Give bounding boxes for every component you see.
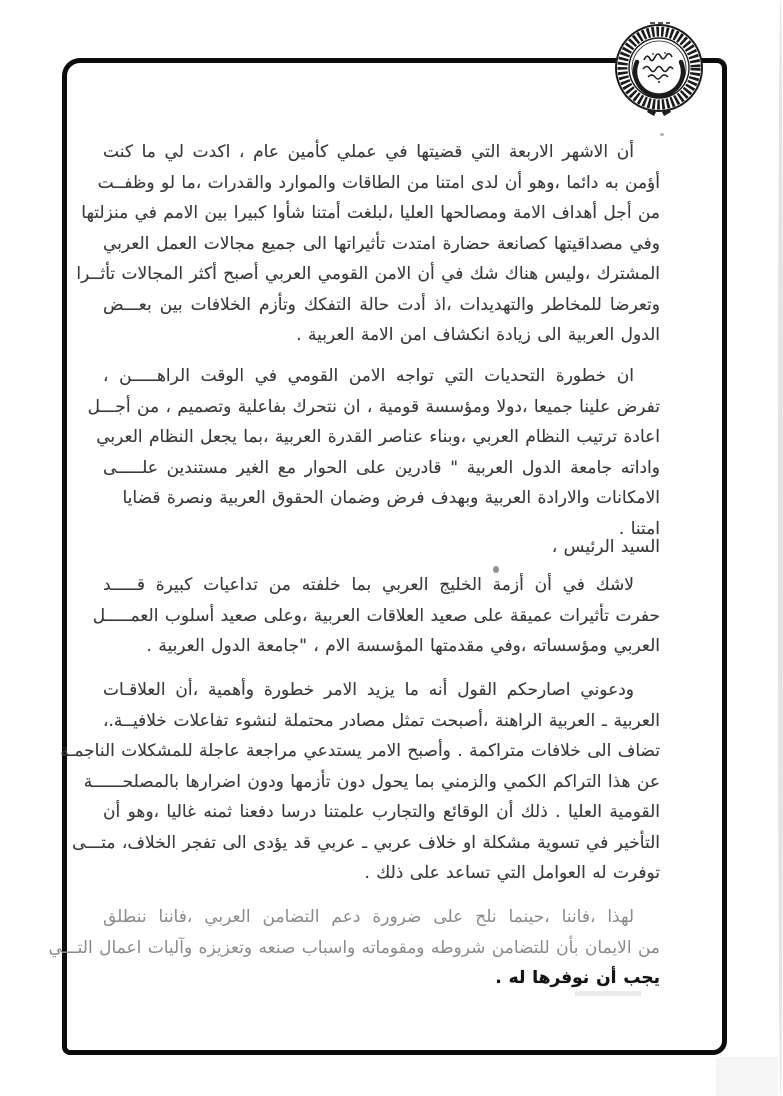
text-line: عن هذا التراكم الكمي والزمني بما يحول دون تأزمها ودون اضرارها بالمصلحــــــة <box>83 771 660 792</box>
paragraph <box>60 675 660 889</box>
text-line: أؤمن به دائما ،وهو أن لدى امتنا من الطاقات والموارد والقدرات ،ما لو وظفــت <box>97 172 660 193</box>
text-line: توفرت له العوامل التي تساعد على ذلك . <box>364 863 660 883</box>
text-line: وتعرضا للمخاطر والتهديدات ،اذ أدت حالة التفكك وتأزم الخلافات بين بعـــض <box>103 294 660 315</box>
scan-right-edge <box>778 0 783 1096</box>
text-line: الامكانات والارادة العربية وبهدف فرض وضمان الحقوق العربية ونصرة قضايا امتنا . <box>122 488 660 539</box>
paragraph <box>76 137 660 351</box>
text-line: العربية ـ العربية الراهنة ،أصبحت تمثل مصادر محتملة لنشوء تفاعلات خلافيــة.، <box>103 710 660 731</box>
text-line: المشترك ،وليس هناك شك في أن الامن القومي العربي أصبح أكثر المجالات تأثــرا <box>76 264 660 284</box>
text-line: العربي ومؤسساته ،وفي مقدمتها المؤسسة الام ، "جامعة الدول العربية . <box>146 636 660 656</box>
document-text <box>48 0 660 1096</box>
text-line: ودعوني اصارحكم القول أنه ما يزيد الامر خطورة وأهمية ،أن العلاقـات <box>103 680 634 700</box>
text-line: يجب أن نوفرها له . <box>495 968 660 988</box>
paragraph <box>92 570 660 662</box>
text-line: ان خطورة التحديات التي تواجه الامن القومي في الوقت الراهـــــن ، <box>103 366 634 386</box>
paragraph <box>87 361 660 539</box>
text-line: الدول العربية الى زيادة انكشاف امن الامة العربية . <box>296 325 660 345</box>
text-line: اعادة ترتيب النظام العربي ،وبناء عناصر القدرة العربية ،بما يجعل النظام العربي <box>96 427 660 447</box>
text-line: وفي مصداقيتها كصانعة حضارة امتدت تأثيراتها الى جميع مجالات العمل العربي <box>103 233 660 254</box>
text-line: القومية العليا . ذلك أن الوقائع والتجارب علمتنا درسا دفعنا ثمنه غاليا ،وهو أن <box>103 802 660 822</box>
text-line: تفرض علينا جميعا ،دولا ومؤسسة قومية ، ان نتحرك بفاعلية وتصميم ، من أجـــل <box>87 396 660 417</box>
text-line: التأخير في تسوية مشكلة او خلاف عربي ـ عربي قد يؤدى الى تفجر الخلاف، متـــى <box>72 832 660 853</box>
text-line: من الايمان بأن للتضامن شروطه ومقوماته واسباب صنعه وتعزيزه وآليات اعمال التـــي <box>48 937 660 958</box>
arab-league-emblem-icon <box>613 20 705 116</box>
text-line: لاشك في أن أزمة الخليج العربي بما خلفته من تداعيات كبيرة قـــــد <box>103 575 634 595</box>
text-line: السيد الرئيس ، <box>551 537 660 557</box>
text-line: لهذا ،فاننا ،حينما نلح على ضرورة دعم التضامن العربي ،فاننا ننطلق <box>103 907 634 927</box>
scan-bottom-right-shade <box>716 1057 778 1096</box>
salutation-line <box>103 532 660 563</box>
text-line: حفرت تأثيرات عميقة على صعيد العلاقات العربية ،وعلى صعيد أسلوب العمـــــل <box>92 605 660 626</box>
text-line: تضاف الى خلافات متراكمة . وأصبح الامر يستدعي مراجعة عاجلة للمشكلات الناجمـة <box>60 741 660 761</box>
text-line: أن الاشهر الاربعة التي قضيتها في عملي كأمين عام ، اكدت لي ما كنت <box>103 142 634 162</box>
text-line: واداته جامعة الدول العربية " قادرين على الحوار مع الغير مستندين علـــــى <box>103 457 660 478</box>
text-line: من أجل أهداف الامة ومصالحها العليا ،لبلغت أمتنا شأوا كبيرا بين الامم في منزلتها <box>81 203 660 223</box>
paragraph <box>48 902 660 994</box>
